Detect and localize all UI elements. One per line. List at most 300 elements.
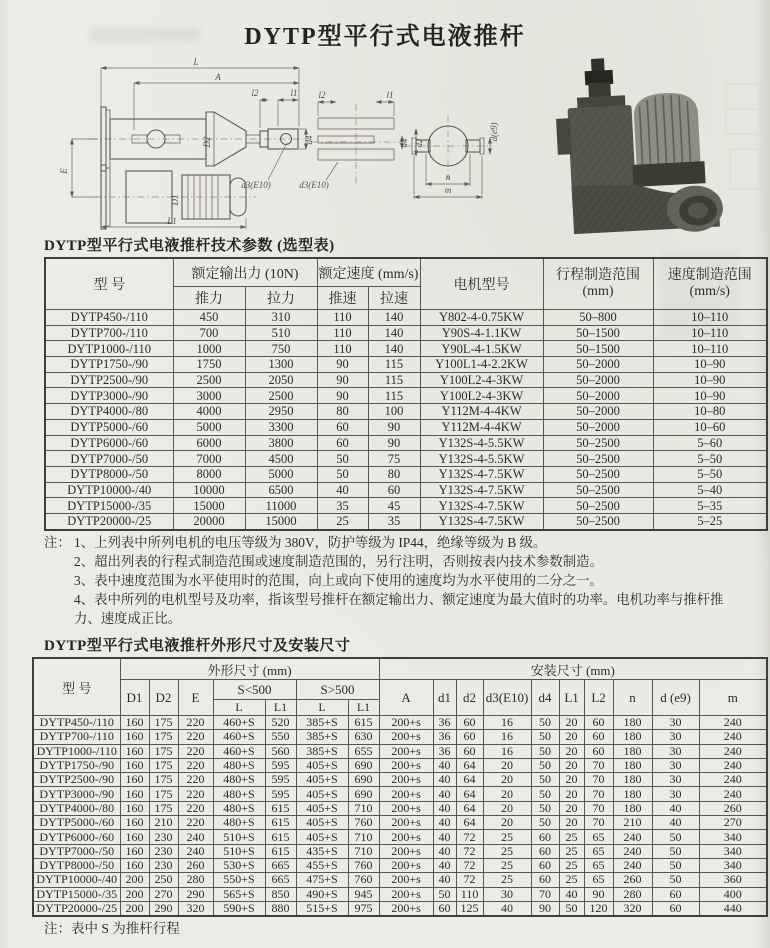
table-cell: 340: [699, 830, 767, 844]
table-cell: 945: [348, 887, 379, 901]
note-item-3: 3、表中速度范围为水平使用时的范围，向上或向下使用的速度均为水平使用的二分之一。: [74, 573, 603, 588]
table-cell: 175: [149, 744, 178, 758]
table-row: [45, 419, 767, 435]
col-header-L1-lt: L1: [265, 700, 296, 716]
table-cell: 220: [178, 758, 213, 772]
dim-label-D1: D1: [170, 194, 180, 206]
table-cell: 220: [178, 816, 213, 830]
note-item-4: 4、表中所列的电机型号及功率，指该型号推杆在额定输出力、额定速度为最大值时的功率。电机功率与推杆推力、速度成正比。: [74, 592, 724, 626]
table-cell: 120: [584, 901, 613, 916]
col-header-outline-dims: 外形尺寸 (mm): [120, 658, 379, 680]
table-cell: 550+S: [213, 873, 265, 887]
table-cell: 20: [559, 758, 584, 772]
table-cell: 50: [531, 744, 559, 758]
table-cell: 220: [178, 730, 213, 744]
table-cell: 50: [652, 858, 699, 872]
table-cell: DYTP4000-/80: [33, 801, 120, 815]
table-cell: 290: [149, 901, 178, 916]
table-cell: 30: [652, 773, 699, 787]
table-cell: 25: [559, 873, 584, 887]
table-row: [45, 513, 767, 529]
table-cell: 6500: [245, 482, 317, 498]
table-cell: 40: [433, 816, 456, 830]
table-cell: 60: [456, 730, 483, 744]
table-cell: Y132S-4-7.5KW: [420, 498, 543, 514]
table-cell: 460+S: [213, 730, 265, 744]
table-cell: 480+S: [213, 787, 265, 801]
col-header-push-force: 推力: [173, 287, 245, 310]
table-cell: 160: [120, 801, 149, 815]
table-cell: 760: [348, 816, 379, 830]
table-cell: DYTP7000-/50: [45, 451, 173, 467]
col-header-stroke-range: [543, 258, 653, 310]
table-cell: 160: [120, 758, 149, 772]
col-header-motor-model: 电机型号: [420, 258, 543, 310]
table-cell: 80: [368, 466, 420, 482]
table-cell: 175: [149, 758, 178, 772]
table-cell: 480+S: [213, 801, 265, 815]
table-cell: 20: [559, 730, 584, 744]
col-header-L1-install: L1: [559, 680, 584, 716]
table-cell: DYTP6000-/60: [33, 830, 120, 844]
table-cell: 50–1500: [543, 325, 653, 341]
col-header-pull-force: 拉力: [245, 287, 317, 310]
table-cell: 510+S: [213, 844, 265, 858]
table-cell: 280: [178, 873, 213, 887]
table-row: [33, 787, 767, 801]
table-cell: 4000: [173, 404, 245, 420]
table-row: [33, 716, 767, 730]
table-cell: 50–2500: [543, 451, 653, 467]
table-cell: 200+s: [379, 730, 433, 744]
dim-label-L: L: [193, 57, 199, 67]
table-cell: 60: [652, 887, 699, 901]
table-cell: 35: [317, 498, 368, 514]
table-cell: 5000: [245, 466, 317, 482]
table-cell: 110: [317, 310, 368, 326]
table-cell: 200+s: [379, 787, 433, 801]
table-cell: 560: [265, 744, 296, 758]
dim-label-m: m: [444, 185, 452, 195]
col-header-install-dims: 安装尺寸 (mm): [379, 658, 767, 680]
table-cell: 565+S: [213, 887, 265, 901]
table-cell: 115: [368, 388, 420, 404]
table-cell: 270: [699, 816, 767, 830]
col-header-L2-install: L2: [584, 680, 613, 716]
table-cell: 72: [456, 858, 483, 872]
table-cell: 60: [317, 419, 368, 435]
table-cell: DYTP8000-/50: [45, 466, 173, 482]
table-cell: 50: [531, 716, 559, 730]
table-cell: 30: [483, 887, 531, 901]
table-cell: 175: [149, 716, 178, 730]
table-row: [45, 325, 767, 341]
table-cell: 405+S: [296, 801, 348, 815]
table-cell: 70: [584, 816, 613, 830]
table-cell: 220: [178, 773, 213, 787]
table-cell: DYTP450-/110: [45, 310, 173, 326]
table-cell: 20: [483, 816, 531, 830]
table-cell: 10–110: [653, 341, 767, 357]
table-cell: 35: [368, 513, 420, 529]
table-cell: 60: [531, 873, 559, 887]
table-cell: 510+S: [213, 830, 265, 844]
table-cell: 460+S: [213, 716, 265, 730]
table-cell: 10–110: [653, 325, 767, 341]
table-cell: 5–50: [653, 466, 767, 482]
table-cell: 10000: [173, 482, 245, 498]
table-cell: 90: [317, 388, 368, 404]
table-cell: 25: [317, 513, 368, 529]
table-cell: 400: [699, 887, 767, 901]
table-cell: 180: [613, 744, 652, 758]
table-cell: 50–2500: [543, 513, 653, 529]
table-cell: 270: [149, 887, 178, 901]
table-cell: DYTP1000-/110: [45, 341, 173, 357]
table-cell: 40: [433, 758, 456, 772]
table-cell: 25: [483, 858, 531, 872]
table-cell: 20: [559, 801, 584, 815]
table-cell: 70: [584, 801, 613, 815]
table-cell: 615: [265, 830, 296, 844]
table-cell: 5–40: [653, 482, 767, 498]
table-cell: 40: [433, 830, 456, 844]
table-cell: 60: [652, 901, 699, 916]
table-cell: 590+S: [213, 901, 265, 916]
spec-section-heading: DYTP型平行式电液推杆技术参数 (选型表): [44, 238, 335, 254]
table-row: [45, 482, 767, 498]
table-cell: DYTP2500-/90: [33, 773, 120, 787]
table-cell: DYTP700-/110: [45, 325, 173, 341]
table-cell: 20: [483, 773, 531, 787]
table-cell: 140: [368, 341, 420, 357]
table-cell: 160: [120, 858, 149, 872]
table-cell: 36: [433, 744, 456, 758]
table-cell: 40: [433, 844, 456, 858]
table-cell: 250: [149, 873, 178, 887]
table-cell: 360: [699, 873, 767, 887]
col-header-s-gt-500: S>500: [296, 680, 379, 700]
table-cell: 25: [559, 858, 584, 872]
table-cell: 530+S: [213, 858, 265, 872]
table-cell: 20: [559, 787, 584, 801]
col-header-A: A: [379, 680, 433, 716]
table-cell: 30: [652, 730, 699, 744]
table-cell: 25: [483, 873, 531, 887]
table-cell: 50–2500: [543, 466, 653, 482]
page-title: DYTP型平行式电液推杆: [244, 24, 526, 50]
table-cell: Y112M-4-4KW: [420, 419, 543, 435]
table-cell: 615: [265, 844, 296, 858]
table-cell: 690: [348, 758, 379, 772]
table-cell: 65: [584, 844, 613, 858]
table-cell: 200+s: [379, 744, 433, 758]
col-header-E: E: [178, 680, 213, 716]
table-cell: 10–90: [653, 388, 767, 404]
table-cell: 595: [265, 787, 296, 801]
table-row: [45, 357, 767, 373]
table-cell: 240: [699, 773, 767, 787]
table-cell: 50: [317, 451, 368, 467]
dim-label-l1: l1: [386, 90, 394, 100]
table-cell: 50–2500: [543, 498, 653, 514]
table-cell: 60: [317, 435, 368, 451]
table-cell: 30: [652, 744, 699, 758]
table-cell: 290: [178, 887, 213, 901]
table-cell: 30: [652, 758, 699, 772]
table-cell: 115: [368, 372, 420, 388]
table-cell: DYTP1750-/90: [45, 357, 173, 373]
table-cell: 160: [120, 787, 149, 801]
table-cell: 310: [245, 310, 317, 326]
dim-label-L1: L1: [167, 216, 177, 226]
table-cell: 200: [120, 901, 149, 916]
table-cell: 260: [699, 801, 767, 815]
table-cell: 435+S: [296, 844, 348, 858]
table-cell: DYTP1750-/90: [33, 758, 120, 772]
table-cell: 175: [149, 773, 178, 787]
table-cell: DYTP450-/110: [33, 716, 120, 730]
table-cell: 10–90: [653, 372, 767, 388]
table-cell: 20: [483, 801, 531, 815]
table-cell: 5–35: [653, 498, 767, 514]
table-cell: DYTP3000-/90: [33, 787, 120, 801]
table-cell: 90: [368, 419, 420, 435]
stroke-range-line1: 行程制造范围: [556, 268, 641, 283]
table-cell: DYTP15000-/35: [45, 498, 173, 514]
table-cell: 64: [456, 801, 483, 815]
table-cell: 405+S: [296, 830, 348, 844]
dim-label-l1: l1: [290, 88, 298, 98]
table-cell: 220: [178, 716, 213, 730]
table-cell: 60: [456, 716, 483, 730]
table-cell: 16: [483, 716, 531, 730]
table-cell: 50: [531, 730, 559, 744]
table-row: [45, 451, 767, 467]
table-cell: 10–90: [653, 357, 767, 373]
table-cell: 40: [652, 816, 699, 830]
table-cell: Y802-4-0.75KW: [420, 310, 543, 326]
table-cell: 15000: [173, 498, 245, 514]
table-cell: 60: [584, 730, 613, 744]
table-cell: 320: [613, 901, 652, 916]
table-row: [33, 801, 767, 815]
table-cell: DYTP20000-/25: [33, 901, 120, 916]
table-row: [33, 758, 767, 772]
table-cell: 405+S: [296, 787, 348, 801]
table-cell: 175: [149, 730, 178, 744]
spec-notes: [44, 533, 744, 628]
table-cell: 340: [699, 844, 767, 858]
table-cell: 850: [265, 887, 296, 901]
dim-label-E: E: [59, 168, 69, 174]
table-cell: 440: [699, 901, 767, 916]
table-cell: 50–800: [543, 310, 653, 326]
table-cell: 405+S: [296, 773, 348, 787]
table-cell: 80: [317, 404, 368, 420]
table-cell: 64: [456, 758, 483, 772]
table-cell: 60: [531, 858, 559, 872]
table-cell: 240: [699, 730, 767, 744]
table-cell: 30: [652, 787, 699, 801]
table-cell: 115: [368, 357, 420, 373]
table-cell: 5000: [173, 419, 245, 435]
col-header-n: n: [613, 680, 652, 716]
table-cell: 64: [456, 787, 483, 801]
table-cell: 25: [483, 844, 531, 858]
table-cell: DYTP6000-/60: [45, 435, 173, 451]
table-cell: 70: [584, 758, 613, 772]
table-cell: 72: [456, 830, 483, 844]
table-cell: DYTP1000-/110: [33, 744, 120, 758]
table-row: [45, 372, 767, 388]
dim-label-d3: d3(E10): [241, 180, 271, 190]
table-cell: 2050: [245, 372, 317, 388]
table-cell: 160: [120, 816, 149, 830]
table-cell: 50–2500: [543, 482, 653, 498]
table-cell: 690: [348, 787, 379, 801]
table-cell: 200+s: [379, 830, 433, 844]
col-header-model: 型 号: [45, 258, 173, 310]
table-cell: Y90S-4-1.1KW: [420, 325, 543, 341]
table-cell: 60: [433, 901, 456, 916]
table-cell: 40: [559, 887, 584, 901]
table-cell: 200: [120, 873, 149, 887]
table-cell: 6000: [173, 435, 245, 451]
table-cell: 50: [433, 887, 456, 901]
table-row: [33, 730, 767, 744]
table-cell: 1000: [173, 341, 245, 357]
table-row: [33, 744, 767, 758]
table-cell: 160: [120, 744, 149, 758]
table-cell: 160: [120, 730, 149, 744]
table-cell: 50: [559, 901, 584, 916]
table-cell: 65: [584, 830, 613, 844]
table-cell: Y132S-4-7.5KW: [420, 482, 543, 498]
col-header-d1: d1: [433, 680, 456, 716]
product-photo: [540, 54, 768, 236]
table-cell: 240: [178, 830, 213, 844]
table-cell: 75: [368, 451, 420, 467]
table-cell: 515+S: [296, 901, 348, 916]
table-cell: 1750: [173, 357, 245, 373]
table-cell: 50–2000: [543, 404, 653, 420]
table-cell: 60: [368, 482, 420, 498]
notes-label: 注：: [44, 535, 71, 550]
table-cell: 760: [348, 873, 379, 887]
table-cell: 180: [613, 773, 652, 787]
spec-table: [44, 257, 768, 531]
table-cell: 4500: [245, 451, 317, 467]
table-cell: 40: [652, 801, 699, 815]
col-header-rated-speed: 额定速度 (mm/s): [317, 258, 420, 287]
table-cell: 50–1500: [543, 341, 653, 357]
table-cell: 5–25: [653, 513, 767, 529]
table-cell: 65: [584, 858, 613, 872]
table-cell: 7000: [173, 451, 245, 467]
table-cell: 50: [531, 758, 559, 772]
table-cell: 50–2000: [543, 388, 653, 404]
table-cell: 220: [178, 801, 213, 815]
table-cell: 665: [265, 873, 296, 887]
table-cell: 210: [613, 816, 652, 830]
table-cell: 40: [433, 873, 456, 887]
table-cell: 260: [613, 873, 652, 887]
table-cell: 240: [613, 858, 652, 872]
col-header-d-e9: d (e9): [652, 680, 699, 716]
table-cell: DYTP4000-/80: [45, 404, 173, 420]
table-cell: 210: [149, 816, 178, 830]
table-cell: 50: [652, 830, 699, 844]
table-cell: DYTP20000-/25: [45, 513, 173, 529]
dim-label-d4: d4: [399, 138, 409, 148]
table-cell: 520: [265, 716, 296, 730]
table-cell: 90: [584, 887, 613, 901]
table-cell: 5–60: [653, 435, 767, 451]
col-header-d4: d4: [531, 680, 559, 716]
table-cell: 180: [613, 787, 652, 801]
table-cell: 240: [699, 744, 767, 758]
table-cell: 480+S: [213, 773, 265, 787]
table-cell: 595: [265, 773, 296, 787]
table-cell: 175: [149, 787, 178, 801]
col-header-D1: D1: [120, 680, 149, 716]
table-cell: 550: [265, 730, 296, 744]
table-row: [45, 404, 767, 420]
table-row: [45, 388, 767, 404]
col-header-d2: d2: [456, 680, 483, 716]
table-cell: 405+S: [296, 816, 348, 830]
table-cell: 200+s: [379, 844, 433, 858]
dim-label-d3: d3(E10): [299, 180, 329, 190]
dim-label-D2: D2: [202, 136, 212, 148]
table-cell: 50–2000: [543, 372, 653, 388]
table-cell: 50: [652, 873, 699, 887]
table-cell: 20: [483, 758, 531, 772]
dim-label-A: A: [215, 72, 221, 82]
table-cell: 975: [348, 901, 379, 916]
table-cell: 615: [348, 716, 379, 730]
dim-label-l2: l2: [318, 90, 326, 100]
table-cell: 125: [456, 901, 483, 916]
table-row: [33, 873, 767, 887]
table-cell: 25: [483, 830, 531, 844]
table-cell: 200+s: [379, 873, 433, 887]
table-cell: 200+s: [379, 716, 433, 730]
table-cell: 60: [584, 716, 613, 730]
table-cell: 760: [348, 858, 379, 872]
col-header-rated-output: 额定输出力 (10N): [173, 258, 317, 287]
table-cell: 180: [613, 801, 652, 815]
table-cell: 385+S: [296, 744, 348, 758]
col-header-push-speed: 推速: [317, 287, 368, 310]
table-cell: Y132S-4-5.5KW: [420, 451, 543, 467]
table-cell: 475+S: [296, 873, 348, 887]
table-cell: 50: [531, 773, 559, 787]
table-cell: 240: [699, 716, 767, 730]
table-cell: Y132S-4-7.5KW: [420, 513, 543, 529]
table-cell: 615: [265, 816, 296, 830]
table-cell: 200+s: [379, 801, 433, 815]
table-cell: 16: [483, 744, 531, 758]
col-header-s-lt-500: S<500: [213, 680, 296, 700]
table-cell: 710: [348, 844, 379, 858]
table-cell: 70: [531, 887, 559, 901]
table-cell: 50: [531, 787, 559, 801]
table-cell: 595: [265, 758, 296, 772]
table-cell: 90: [531, 901, 559, 916]
table-cell: 16: [483, 730, 531, 744]
